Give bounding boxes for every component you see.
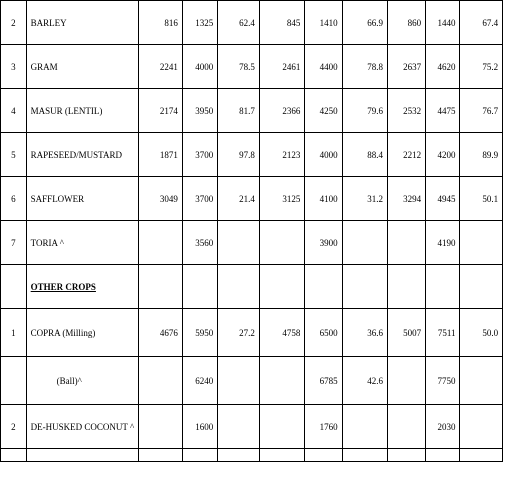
value-cell bbox=[387, 357, 425, 405]
table-row bbox=[1, 177, 505, 221]
crop-name: COPRA (Milling) bbox=[26, 309, 139, 357]
empty-cell bbox=[139, 449, 183, 462]
value-cell: 2241 bbox=[139, 45, 183, 89]
value-cell: 4200 bbox=[426, 133, 460, 177]
value-cell bbox=[139, 357, 183, 405]
value-cell: 89.9 bbox=[460, 133, 503, 177]
row-number: 4 bbox=[1, 89, 27, 133]
value-cell: 81.7 bbox=[218, 89, 260, 133]
value-cell: 1440 bbox=[426, 1, 460, 45]
value-cell: 845 bbox=[259, 1, 305, 45]
value-cell bbox=[218, 221, 260, 265]
value-cell: 3560 bbox=[182, 221, 217, 265]
crop-name: RAPESEED/MUSTARD bbox=[26, 133, 139, 177]
row-number: 5 bbox=[1, 133, 27, 177]
value-cell bbox=[387, 405, 425, 449]
row-number: 7 bbox=[1, 221, 27, 265]
value-cell: 2123 bbox=[259, 133, 305, 177]
value-cell bbox=[460, 405, 503, 449]
crop-name: TORIA ^ bbox=[26, 221, 139, 265]
value-cell: 21.4 bbox=[218, 177, 260, 221]
value-cell: 78.8 bbox=[342, 45, 387, 89]
value-cell: 62.4 bbox=[218, 1, 260, 45]
value-cell bbox=[387, 265, 425, 309]
value-cell: 66.9 bbox=[342, 1, 387, 45]
value-cell bbox=[342, 405, 387, 449]
value-cell bbox=[139, 265, 183, 309]
value-cell: 2366 bbox=[259, 89, 305, 133]
value-cell bbox=[259, 405, 305, 449]
value-cell: 4100 bbox=[305, 177, 342, 221]
value-cell: 2174 bbox=[139, 89, 183, 133]
value-cell: 88.4 bbox=[342, 133, 387, 177]
value-cell: 1760 bbox=[305, 405, 342, 449]
value-cell: 1871 bbox=[139, 133, 183, 177]
value-cell: 31.2 bbox=[342, 177, 387, 221]
value-cell: 4475 bbox=[426, 89, 460, 133]
value-cell: 67.4 bbox=[460, 1, 503, 45]
section-heading: OTHER CROPS bbox=[26, 265, 139, 309]
value-cell: 3125 bbox=[259, 177, 305, 221]
row-number: 6 bbox=[1, 177, 27, 221]
value-cell bbox=[182, 265, 217, 309]
value-cell: 97.8 bbox=[218, 133, 260, 177]
crop-name: GRAM bbox=[26, 45, 139, 89]
value-cell: 6240 bbox=[182, 357, 217, 405]
crop-name: DE-HUSKED COCONUT ^ bbox=[26, 405, 139, 449]
value-cell: 1325 bbox=[182, 1, 217, 45]
value-cell: 4676 bbox=[139, 309, 183, 357]
value-cell: 79.6 bbox=[342, 89, 387, 133]
value-cell: 2637 bbox=[387, 45, 425, 89]
row-number bbox=[1, 265, 27, 309]
value-cell: 3900 bbox=[305, 221, 342, 265]
value-cell: 3700 bbox=[182, 177, 217, 221]
value-cell: 6785 bbox=[305, 357, 342, 405]
value-cell bbox=[259, 221, 305, 265]
value-cell: 2212 bbox=[387, 133, 425, 177]
table-body bbox=[1, 1, 505, 462]
value-cell: 2532 bbox=[387, 89, 425, 133]
empty-cell bbox=[460, 449, 503, 462]
value-cell: 27.2 bbox=[218, 309, 260, 357]
value-cell: 3700 bbox=[182, 133, 217, 177]
table-row bbox=[1, 265, 505, 309]
value-cell: 75.2 bbox=[460, 45, 503, 89]
value-cell bbox=[342, 265, 387, 309]
value-cell: 3950 bbox=[182, 89, 217, 133]
value-cell: 36.6 bbox=[342, 309, 387, 357]
crop-name: (Ball)^ bbox=[26, 357, 139, 405]
row-number: 2 bbox=[1, 405, 27, 449]
row-number bbox=[1, 357, 27, 405]
table-row-partial bbox=[1, 449, 505, 462]
value-cell bbox=[218, 405, 260, 449]
value-cell: 1410 bbox=[305, 1, 342, 45]
value-cell bbox=[460, 221, 503, 265]
value-cell bbox=[460, 265, 503, 309]
value-cell: 5007 bbox=[387, 309, 425, 357]
value-cell: 4620 bbox=[426, 45, 460, 89]
crop-name: MASUR (LENTIL) bbox=[26, 89, 139, 133]
empty-cell bbox=[26, 449, 139, 462]
value-cell bbox=[139, 405, 183, 449]
empty-cell bbox=[305, 449, 342, 462]
value-cell: 816 bbox=[139, 1, 183, 45]
value-cell bbox=[259, 357, 305, 405]
table-row bbox=[1, 405, 505, 449]
value-cell: 50.1 bbox=[460, 177, 503, 221]
value-cell: 2030 bbox=[426, 405, 460, 449]
value-cell: 3294 bbox=[387, 177, 425, 221]
value-cell: 1600 bbox=[182, 405, 217, 449]
value-cell: 7750 bbox=[426, 357, 460, 405]
table-row bbox=[1, 133, 505, 177]
empty-cell bbox=[218, 449, 260, 462]
value-cell: 76.7 bbox=[460, 89, 503, 133]
value-cell bbox=[259, 265, 305, 309]
value-cell: 6500 bbox=[305, 309, 342, 357]
value-cell bbox=[426, 265, 460, 309]
value-cell bbox=[387, 221, 425, 265]
value-cell: 4190 bbox=[426, 221, 460, 265]
value-cell: 4758 bbox=[259, 309, 305, 357]
row-number: 1 bbox=[1, 309, 27, 357]
table-row bbox=[1, 1, 505, 45]
table-row bbox=[1, 309, 505, 357]
value-cell bbox=[218, 357, 260, 405]
value-cell bbox=[342, 221, 387, 265]
empty-cell bbox=[1, 449, 27, 462]
value-cell: 4250 bbox=[305, 89, 342, 133]
row-number: 3 bbox=[1, 45, 27, 89]
crop-name: SAFFLOWER bbox=[26, 177, 139, 221]
table-row bbox=[1, 45, 505, 89]
value-cell: 50.0 bbox=[460, 309, 503, 357]
value-cell bbox=[218, 265, 260, 309]
empty-cell bbox=[387, 449, 425, 462]
value-cell: 5950 bbox=[182, 309, 217, 357]
value-cell bbox=[139, 221, 183, 265]
value-cell: 7511 bbox=[426, 309, 460, 357]
value-cell: 4000 bbox=[182, 45, 217, 89]
crop-name: BARLEY bbox=[26, 1, 139, 45]
table-row bbox=[1, 89, 505, 133]
value-cell: 3049 bbox=[139, 177, 183, 221]
value-cell bbox=[305, 265, 342, 309]
empty-cell bbox=[342, 449, 387, 462]
empty-cell bbox=[426, 449, 460, 462]
value-cell: 4000 bbox=[305, 133, 342, 177]
row-number: 2 bbox=[1, 1, 27, 45]
table-row bbox=[1, 221, 505, 265]
value-cell: 4945 bbox=[426, 177, 460, 221]
value-cell: 860 bbox=[387, 1, 425, 45]
empty-cell bbox=[182, 449, 217, 462]
empty-cell bbox=[259, 449, 305, 462]
value-cell: 42.6 bbox=[342, 357, 387, 405]
table-row bbox=[1, 357, 505, 405]
value-cell: 4400 bbox=[305, 45, 342, 89]
value-cell: 78.5 bbox=[218, 45, 260, 89]
value-cell bbox=[460, 357, 503, 405]
value-cell: 2461 bbox=[259, 45, 305, 89]
